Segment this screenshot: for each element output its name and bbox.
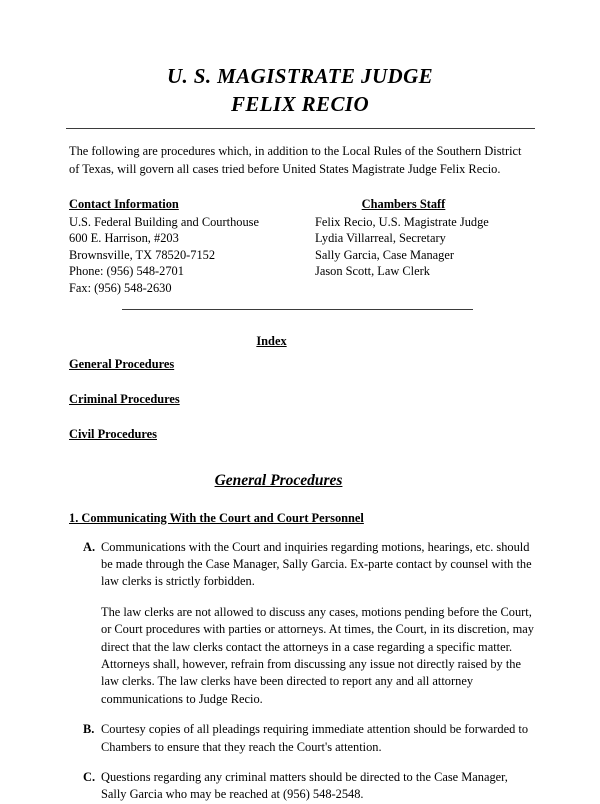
lettered-list — [69, 539, 534, 804]
index-row — [69, 390, 534, 425]
index-list — [69, 355, 534, 460]
chambers-staff-secretary: Lydia Villarreal, Secretary — [315, 231, 446, 246]
index-item-civil-procedures[interactable]: Civil Procedures — [69, 426, 157, 441]
chambers-staff-judge: Felix Recio, U.S. Magistrate Judge — [315, 214, 489, 229]
title-divider-rule — [66, 128, 535, 129]
list-marker: B. — [83, 722, 95, 737]
contact-information-column — [69, 196, 315, 297]
contact-divider-rule — [122, 309, 473, 310]
chambers-staff-column — [315, 196, 534, 297]
list-item — [69, 721, 534, 756]
contact-line-street: 600 E. Harrison, #203 — [69, 231, 179, 246]
document-title-line-1: U. S. MAGISTRATE JUDGE — [166, 64, 434, 88]
index-item-general-procedures[interactable]: General Procedures — [69, 356, 175, 371]
index-row — [69, 355, 534, 390]
subsection-heading-communicating: 1. Communicating With the Court and Court Personnel — [69, 510, 364, 525]
index-item-criminal-procedures[interactable]: Criminal Procedures — [69, 391, 180, 406]
intro-paragraph: The following are procedures which, in addition to the Local Rules of the Southern District of Texas, will govern all cases tried before United States Magistrate Judge Felix Recio. — [69, 144, 522, 176]
contact-line-fax: Fax: (956) 548-2630 — [69, 280, 172, 295]
list-item-paragraph: Courtesy copies of all pleadings requiring immediate attention should be forwarded to Chambers to ensure that they reach the Court's attention. — [101, 722, 529, 754]
contact-line-building: U.S. Federal Building and Courthouse — [69, 214, 259, 229]
document-title-line-2: FELIX RECIO — [230, 92, 370, 116]
index-row — [69, 425, 534, 460]
document-body — [0, 143, 600, 804]
contact-area — [69, 196, 534, 297]
list-item-paragraph: Questions regarding any criminal matters should be directed to the Case Manager, Sally Garcia who may be reached at (956) 548-2548. — [101, 770, 508, 802]
contact-line-city-state-zip: Brownsville, TX 78520-7152 — [69, 247, 216, 262]
list-item-paragraph: The law clerks are not allowed to discuss any cases, motions pending before the Court, or Court procedures with parties or attorneys. At times, the Court, in its discretion, may direct that the law clerks contact the attorneys in a case regarding a specific matter. Attorneys shall, however, refrain from discussing any issue not directly raised by the law clerks. The law clerks have been directed to report any and all attorney communications to Judge Recio. — [101, 604, 534, 706]
chambers-staff-case-manager: Sally Garcia, Case Manager — [315, 247, 454, 262]
list-item-paragraph: Communications with the Court and inquiries regarding motions, hearings, etc. should be made through the Case Manager, Sally Garcia. Ex-parte contact by counsel with the law clerks is strictly forbidden. — [101, 539, 532, 589]
contact-line-phone: Phone: (956) 548-2701 — [69, 264, 184, 279]
section-heading-general-procedures: General Procedures — [214, 471, 343, 489]
list-marker: A. — [83, 539, 96, 554]
index-heading: Index — [256, 333, 287, 348]
list-item — [69, 539, 534, 709]
contact-information-heading: Contact Information — [69, 197, 179, 211]
list-marker: C. — [83, 770, 96, 785]
chambers-staff-law-clerk: Jason Scott, Law Clerk — [315, 264, 430, 279]
chambers-staff-heading: Chambers Staff — [361, 197, 446, 211]
list-item — [69, 769, 534, 804]
document-title-block — [0, 0, 600, 118]
